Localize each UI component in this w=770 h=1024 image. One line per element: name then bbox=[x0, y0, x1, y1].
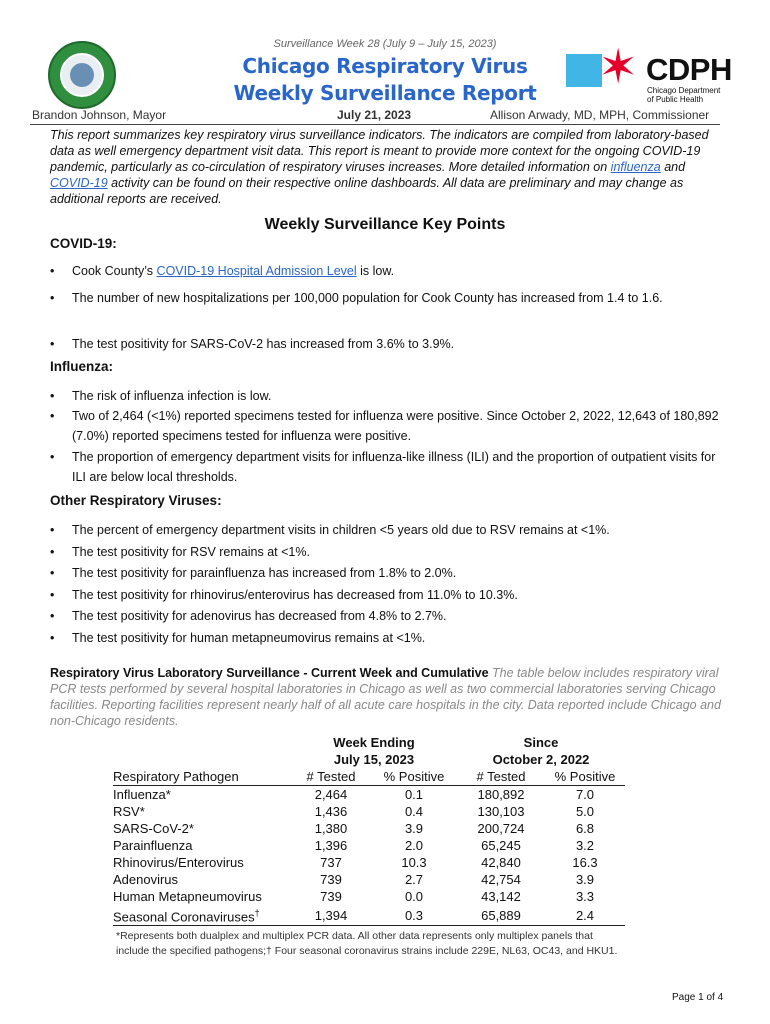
list-item: • The test positivity for parainfluenza has increased from 1.8% to 2.0%. bbox=[50, 566, 457, 580]
table-row: Adenovirus 739 2.7 42,754 3.9 bbox=[113, 872, 595, 887]
influenza-heading: Influenza: bbox=[50, 359, 113, 374]
lab-heading: Respiratory Virus Laboratory Surveillance - Current Week and Cumulative bbox=[50, 666, 489, 680]
page-number: Page 1 of 4 bbox=[672, 992, 724, 1003]
list-item: • The number of new hospitalizations per 100,000 population for Cook County has increased from 1.4 to 1.6. bbox=[50, 291, 663, 305]
report-date: July 21, 2023 bbox=[337, 108, 412, 122]
table-row: Parainfluenza 1,396 2.0 65,245 3.2 bbox=[113, 838, 595, 853]
other-viruses-heading: Other Respiratory Viruses: bbox=[50, 493, 222, 508]
table-group-header: July 15, 2023 October 2, 2022 bbox=[333, 752, 590, 767]
list-item: • The test positivity for SARS-CoV-2 has increased from 3.6% to 3.9%. bbox=[50, 337, 455, 351]
table-group-header: Week Ending Since bbox=[333, 735, 559, 750]
table-row: RSV* 1,436 0.4 130,103 5.0 bbox=[113, 804, 595, 819]
lab-description: The table below includes respiratory viral PCR tests performed by several hospital laboratories in Chicago as well as two commercial laboratories serving Chicago facilities. Reporting facilities represent nearly half of all acute care hospitals in the city. Data reported include Chicago and non-Chicago residents. bbox=[50, 666, 721, 728]
cdph-logo-text: CDPH bbox=[646, 52, 732, 87]
report-title-line2: Weekly Surveillance Report bbox=[233, 81, 537, 105]
list-item: • Cook County’s COVID-19 Hospital Admission Level is low. bbox=[50, 264, 395, 278]
list-item: • The proportion of emergency department visits for influenza-like illness (ILI) and the proportion of outpatient visits for ILI are below local thresholds. bbox=[50, 450, 716, 484]
table-row: Seasonal Coronaviruses† 1,394 0.3 65,889 2.4 bbox=[113, 905, 625, 926]
key-points-heading: Weekly Surveillance Key Points bbox=[264, 216, 506, 233]
list-item: • The test positivity for rhinovirus/enterovirus has decreased from 11.0% to 10.3%. bbox=[50, 587, 518, 602]
other-viruses-list bbox=[50, 520, 722, 649]
lab-surveillance-intro bbox=[50, 665, 722, 729]
table-row: Rhinovirus/Enterovirus 737 10.3 42,840 16.3 bbox=[113, 855, 598, 870]
header-divider bbox=[30, 124, 720, 125]
list-item: • The test positivity for adenovirus has decreased from 4.8% to 2.7%. bbox=[50, 609, 447, 623]
table-footnote: *Represents both dualplex and multiplex PCR data. All other data represents only multiplex panels that include the specified pathogens;† Four seasonal coronavirus strains include 229E, NL63, OC43, and HKU1. bbox=[116, 930, 618, 957]
red-star-icon: ✶ bbox=[598, 41, 639, 94]
list-item: • Two of 2,464 (<1%) reported specimens tested for influenza were positive. Since October 2, 2022, 12,643 of 180,892 (7.0%) reported specimens tested for influenza were positive. bbox=[50, 409, 719, 443]
covid-dashboard-link[interactable]: COVID-19 bbox=[50, 176, 108, 190]
covid-heading: COVID-19: bbox=[50, 236, 117, 251]
table-row: Influenza* 2,464 0.1 180,892 7.0 bbox=[113, 787, 595, 802]
hospital-admission-level-link[interactable]: COVID-19 Hospital Admission Level bbox=[156, 264, 357, 278]
mayor-name: Brandon Johnson, Mayor bbox=[32, 108, 167, 122]
list-item: • The test positivity for RSV remains at <1%. bbox=[50, 544, 310, 559]
commissioner-name: Allison Arwady, MD, MPH, Commissioner bbox=[490, 108, 710, 122]
table-column-header: Respiratory Pathogen # Tested % Positive # Tested % Positive bbox=[113, 768, 625, 786]
list-item: • The percent of emergency department visits in children <5 years old due to RSV remains at <1%. bbox=[50, 523, 610, 537]
lab-surveillance-table bbox=[113, 734, 625, 926]
list-item: • The risk of influenza infection is low. bbox=[50, 389, 272, 403]
report-title-line1: Chicago Respiratory Virus bbox=[242, 54, 528, 78]
table-row: SARS-CoV-2* 1,380 3.9 200,724 6.8 bbox=[113, 821, 595, 836]
cdph-logo-bar bbox=[566, 54, 602, 87]
surveillance-week: Surveillance Week 28 (July 9 – July 15, 2023) bbox=[273, 38, 497, 50]
influenza-dashboard-link[interactable]: influenza bbox=[610, 160, 661, 174]
intro-paragraph: This report summarizes key respiratory virus surveillance indicators. The indicators are compiled from laboratory-based data as well emergency department visit data. This report is meant to provide more context for the ongoing COVID-19 pandemic, particularly as co-circulation of respiratory viruses increases. More detailed information on influenza and COVID-19 activity can be found on their respective online dashboards. All data are preliminary and may change as additional reports are received. bbox=[50, 128, 709, 206]
table-row: Human Metapneumovirus 739 0.0 43,142 3.3 bbox=[113, 889, 595, 904]
list-item: • The test positivity for human metapneumovirus remains at <1%. bbox=[50, 630, 426, 645]
cdph-logo-subtitle: Chicago Department of Public Health bbox=[647, 86, 721, 104]
